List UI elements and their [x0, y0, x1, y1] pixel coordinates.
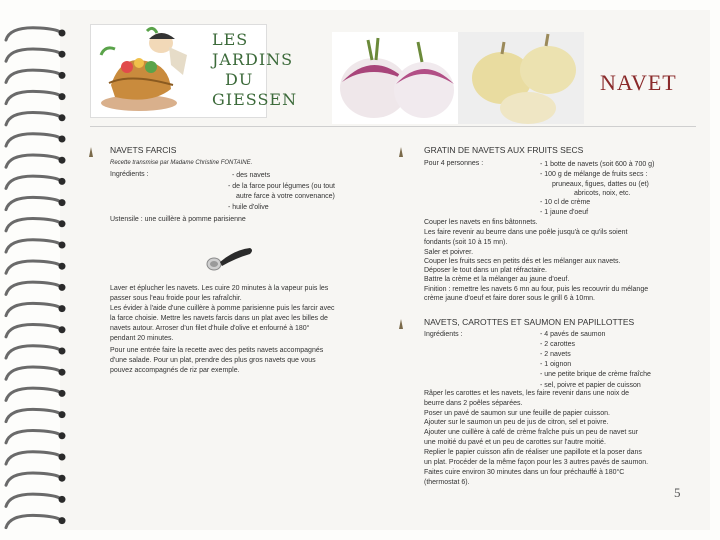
method-line: passer sous l'eau froide pour les rafraîchir. [110, 295, 242, 302]
method-line: Couper les fruits secs en petits dés et les mélanger aux navets. [424, 258, 621, 265]
ingredient-line: abricots, noix, etc. [574, 190, 631, 197]
logo-text-les: LES [212, 30, 249, 49]
melon-baller-icon [200, 238, 255, 278]
ingredient-line: - 2 navets [540, 351, 571, 358]
gardener-illustration-icon [91, 25, 211, 117]
ingredient-line: pruneaux, figues, dattes ou (et) [552, 181, 649, 188]
method-line: Replier le papier cuisson afin de réaliser une papillote et la poser dans [424, 449, 642, 456]
servings-label: Pour 4 personnes : [424, 160, 484, 167]
binding-ring [6, 219, 66, 231]
method-line: Râper les carottes et les navets, les faire revenir dans une noix de [424, 390, 630, 397]
binding-ring [6, 91, 66, 103]
binding-ring [6, 452, 66, 464]
ingredient-line: - 2 carottes [540, 341, 576, 348]
recipe-title-gratin: GRATIN DE NAVETS AUX FRUITS SECS [424, 145, 584, 155]
ingredient-line: - 1 oignon [540, 361, 572, 368]
method-line: (thermostat 6). [424, 479, 470, 486]
binding-ring [6, 325, 66, 337]
pencil-bullet-icon [88, 146, 94, 158]
ingredient-line: - 1 jaune d'oeuf [540, 209, 589, 216]
binding-ring [6, 367, 66, 379]
binding-ring [6, 431, 66, 443]
method-line: d'une salade. Pour un plat, prendre des plus gros navets que vous [110, 357, 316, 364]
binding-ring [6, 197, 66, 209]
ingredient-line: - des navets [232, 172, 271, 179]
method-line: Déposer le tout dans un plat réfractaire. [424, 267, 547, 274]
method-line: Poser un pavé de saumon sur une feuille de papier cuisson. [424, 410, 611, 417]
ingredients-label: Ingrédients : [110, 171, 149, 178]
ingredients-label: Ingrédients : [424, 331, 463, 338]
binding-ring [6, 282, 66, 294]
binding-ring [6, 261, 66, 273]
method-line: Saler et poivrer. [424, 249, 474, 256]
spiral-binding [0, 0, 70, 540]
method-line: Les faire revenir au beurre dans une poêle jusqu'à ce qu'ils soient [424, 229, 628, 236]
binding-ring [6, 346, 66, 358]
recipe-title-papillottes: NAVETS, CAROTTES ET SAUMON EN PAPILLOTTES [424, 317, 635, 327]
method-line: fondants (soit 10 à 15 mn). [424, 239, 508, 246]
method-line: Faites cuire environ 30 minutes dans un four préchauffé à 180°C [424, 469, 625, 476]
method-line: crème jaune d'oeuf et faire dorer sous le grill 6 à 10mn. [424, 295, 595, 302]
method-line: la farce choisie. Mettre les navets farcis dans un plat avec les billes de [110, 315, 328, 322]
method-line: beurre dans 2 poêles séparées. [424, 400, 523, 407]
header-divider [90, 126, 696, 127]
ingredient-line: - 1 botte de navets (soit 600 à 700 g) [540, 161, 655, 168]
method-line: Les évider à l'aide d'une cuillère à pomme parisienne puis les farcir avec [110, 305, 335, 312]
binding-ring [6, 240, 66, 252]
logo-text-giessen: GIESSEN [212, 90, 298, 109]
page-title: NAVET [600, 70, 677, 95]
binding-ring [6, 113, 66, 125]
binding-ring [6, 494, 66, 506]
ingredient-line: - 100 g de mélange de fruits secs : [540, 171, 648, 178]
ingredient-line: - 4 pavés de saumon [540, 331, 606, 338]
recipe-credit: Recette transmise par Madame Christine FONTAINE. [110, 160, 253, 166]
binding-ring [6, 70, 66, 82]
method-line: Ajouter sur le saumon un peu de jus de citron, sel et poivre. [424, 419, 609, 426]
pencil-bullet-icon [398, 146, 404, 158]
page-number: 5 [674, 485, 681, 500]
method-line: Couper les navets en fins bâtonnets. [424, 219, 538, 226]
method-line: Laver et éplucher les navets. Les cuire 20 minutes à la vapeur puis les [110, 285, 329, 292]
method-line: Battre la crème et la mélanger au jaune d'oeuf. [424, 276, 570, 283]
pencil-bullet-icon [398, 318, 404, 330]
method-line: un plat. Procéder de la même façon pour les 3 autres pavés de saumon. [424, 459, 649, 466]
ingredient-line: - de la farce pour légumes (ou tout [228, 183, 336, 190]
binding-ring [6, 409, 66, 421]
recipe-title-navets-farcis: NAVETS FARCIS [110, 145, 177, 155]
binding-ring [6, 176, 66, 188]
ingredient-line: - huile d'olive [228, 204, 269, 211]
method-line: pouvez accompagnés de riz par exemple. [110, 367, 240, 374]
method-line: navets autour. Arroser d'un filet d'huile d'olive et enfourné à 180° [110, 325, 310, 332]
binding-ring [6, 515, 66, 527]
method-line: Ajouter une cuillère à café de crème fraîche puis un peu de navet sur [424, 429, 639, 436]
ingredient-line: - une petite brique de crème fraîche [540, 371, 651, 378]
binding-ring [6, 388, 66, 400]
ustensile-line: Ustensile : une cuillère à pomme parisienne [110, 216, 246, 223]
logo-text-jardins: JARDINS [212, 50, 294, 69]
turnip-photo [332, 32, 584, 124]
binding-ring [6, 155, 66, 167]
method-line: Pour une entrée faire la recette avec des petits navets accompagnés [110, 347, 324, 354]
method-line: une moitié du pavé et un peu de carottes sur l'autre moitié. [424, 439, 606, 446]
binding-ring [6, 49, 66, 61]
ingredient-line: - sel, poivre et papier de cuisson [540, 382, 641, 389]
method-line: Finition : remettre les navets 6 mn au four, puis les recouvrir du mélange [424, 286, 649, 293]
ingredient-line: autre farce à votre convenance) [236, 193, 335, 200]
binding-ring [6, 28, 66, 40]
logo-text-du: DU [225, 70, 254, 89]
ingredient-line: - 10 cl de crème [540, 199, 591, 206]
binding-ring [6, 303, 66, 315]
binding-ring [6, 134, 66, 146]
binding-ring [6, 473, 66, 485]
method-line: pendant 20 minutes. [110, 335, 174, 342]
